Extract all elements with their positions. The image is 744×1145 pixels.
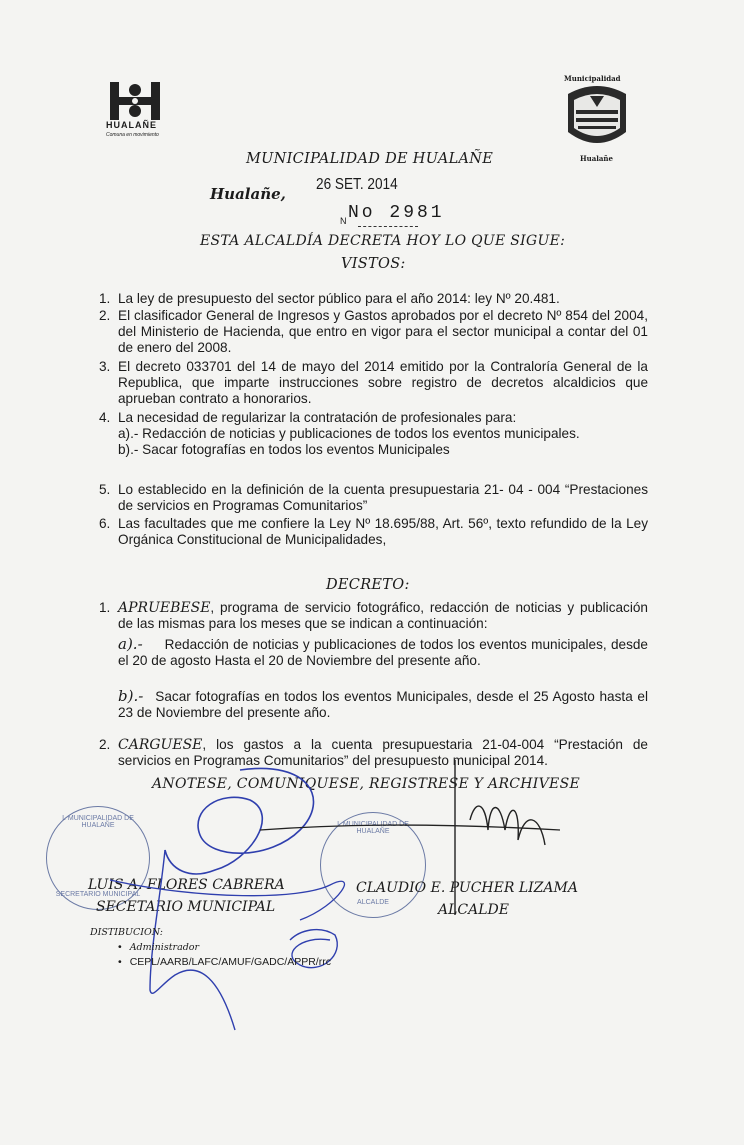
number-underline <box>358 226 418 227</box>
list-item: 6. Las facultades que me confiere la Ley Nº 18.695/88, Art. 56º, texto refundido de la Ley Orgánica Constitucional de Municipalidades, <box>99 516 648 547</box>
decree-item: 1. APRUEBESE, programa de servicio fotográfico, redacción de noticias y publicación de las mismas para los meses que se indican a continuación: <box>99 600 648 631</box>
sub-item-b: b).- Sacar fotografías en todos los eventos Municipales <box>118 442 450 457</box>
preamble-heading: ESTA ALCALDÍA DECRETA HOY LO QUE SIGUE: <box>200 233 566 249</box>
mayor-title: ALCALDE <box>438 902 509 918</box>
place-text: Hualañe, <box>210 185 286 203</box>
vistos-heading: VISTOS: <box>341 256 406 272</box>
logo-name: HUALAÑE <box>106 120 157 130</box>
decree-sub-item: a).- Redacción de noticias y publicaciones de todos los eventos municipales, desde el 20 de agosto Hasta el 20 de Noviembre del presente año. <box>118 635 648 668</box>
logo-tagline: Comuna en movimiento <box>106 132 159 138</box>
secretary-stamp: I. MUNICIPALIDAD DE HUALAÑE SECRETARIO MUNICIPAL <box>46 806 150 910</box>
secretary-title: SECETARIO MUNICIPAL <box>96 899 276 915</box>
secretary-name: LUIS A. FLORES CABRERA <box>88 877 285 893</box>
mayor-name: CLAUDIO E. PUCHER LIZAMA <box>356 880 578 896</box>
list-item: 1. La ley de presupuesto del sector público para el año 2014: ley Nº 20.481. <box>99 291 560 306</box>
seal-emblem-icon <box>562 74 632 166</box>
municipal-seal <box>562 74 632 166</box>
seal-bottom-text: Hualañe <box>580 154 613 163</box>
decree-item: 2. CARGUESE, los gastos a la cuenta presupuestaria 21-04-004 “Prestación de servicios en Programas Comunitarios” del presupuesto municipal 2014. <box>99 737 648 768</box>
distribution-item: • Administrador <box>118 941 200 953</box>
list-item: 3. El decreto 033701 del 14 de mayo del 2014 emitido por la Contraloría General de la Republica, que imparte instrucciones sobre registro de decretos alcaldicios que aprueban contrato a honorarios. <box>99 359 648 406</box>
decree-sub-item: b).- Sacar fotografías en todos los eventos Municipales, desde el 25 Agosto hasta el 23 de Noviembre del presente año. <box>118 687 648 720</box>
date-stamp: 26 SET. 2014 <box>316 176 398 193</box>
mayor-stamp: I. MUNICIPALIDAD DE HUALAÑE ALCALDE <box>320 812 426 918</box>
decree-number-stamp: No 2981 <box>348 203 445 223</box>
decree-verb: APRUEBESE <box>118 600 211 616</box>
list-item: 5. Lo establecido en la definición de la cuenta presupuestaria 21- 04 - 004 “Prestaciones de servicios en Programas Comunitarios” <box>99 482 648 513</box>
list-item: 4. La necesidad de regularizar la contratación de profesionales para: a).- Redacción de noticias y publicaciones de todos los eventos municipales. b).- Sacar fotografías en todos los eventos Municipales <box>118 410 648 458</box>
distribution-heading: DISTIBUCION: <box>90 927 163 938</box>
closing-formula: ANOTESE, COMUNIQUESE, REGISTRESE Y ARCHIVESE <box>152 776 580 792</box>
hualane-logo-mark <box>108 80 162 122</box>
hualane-logo <box>106 80 176 142</box>
decree-verb: CARGUESE <box>118 737 203 753</box>
decreto-heading: DECRETO: <box>326 577 410 593</box>
sub-item-a: a).- Redacción de noticias y publicaciones de todos los eventos municipales. <box>118 426 580 441</box>
list-item: 2. El clasificador General de Ingresos y Gastos aprobados por el decreto Nº 854 del 2004, del Ministerio de Hacienda, que entro en vigor para el sector municipal a contar del 01 de enero del 2008. <box>99 308 648 355</box>
seal-top-text: Municipalidad <box>564 74 621 83</box>
number-prefix: N <box>340 216 347 226</box>
distribution-item: • CEPL/AARB/LAFC/AMUF/GADC/APPR/rrc <box>118 956 331 968</box>
municipality-heading: MUNICIPALIDAD DE HUALAÑE <box>246 151 494 167</box>
